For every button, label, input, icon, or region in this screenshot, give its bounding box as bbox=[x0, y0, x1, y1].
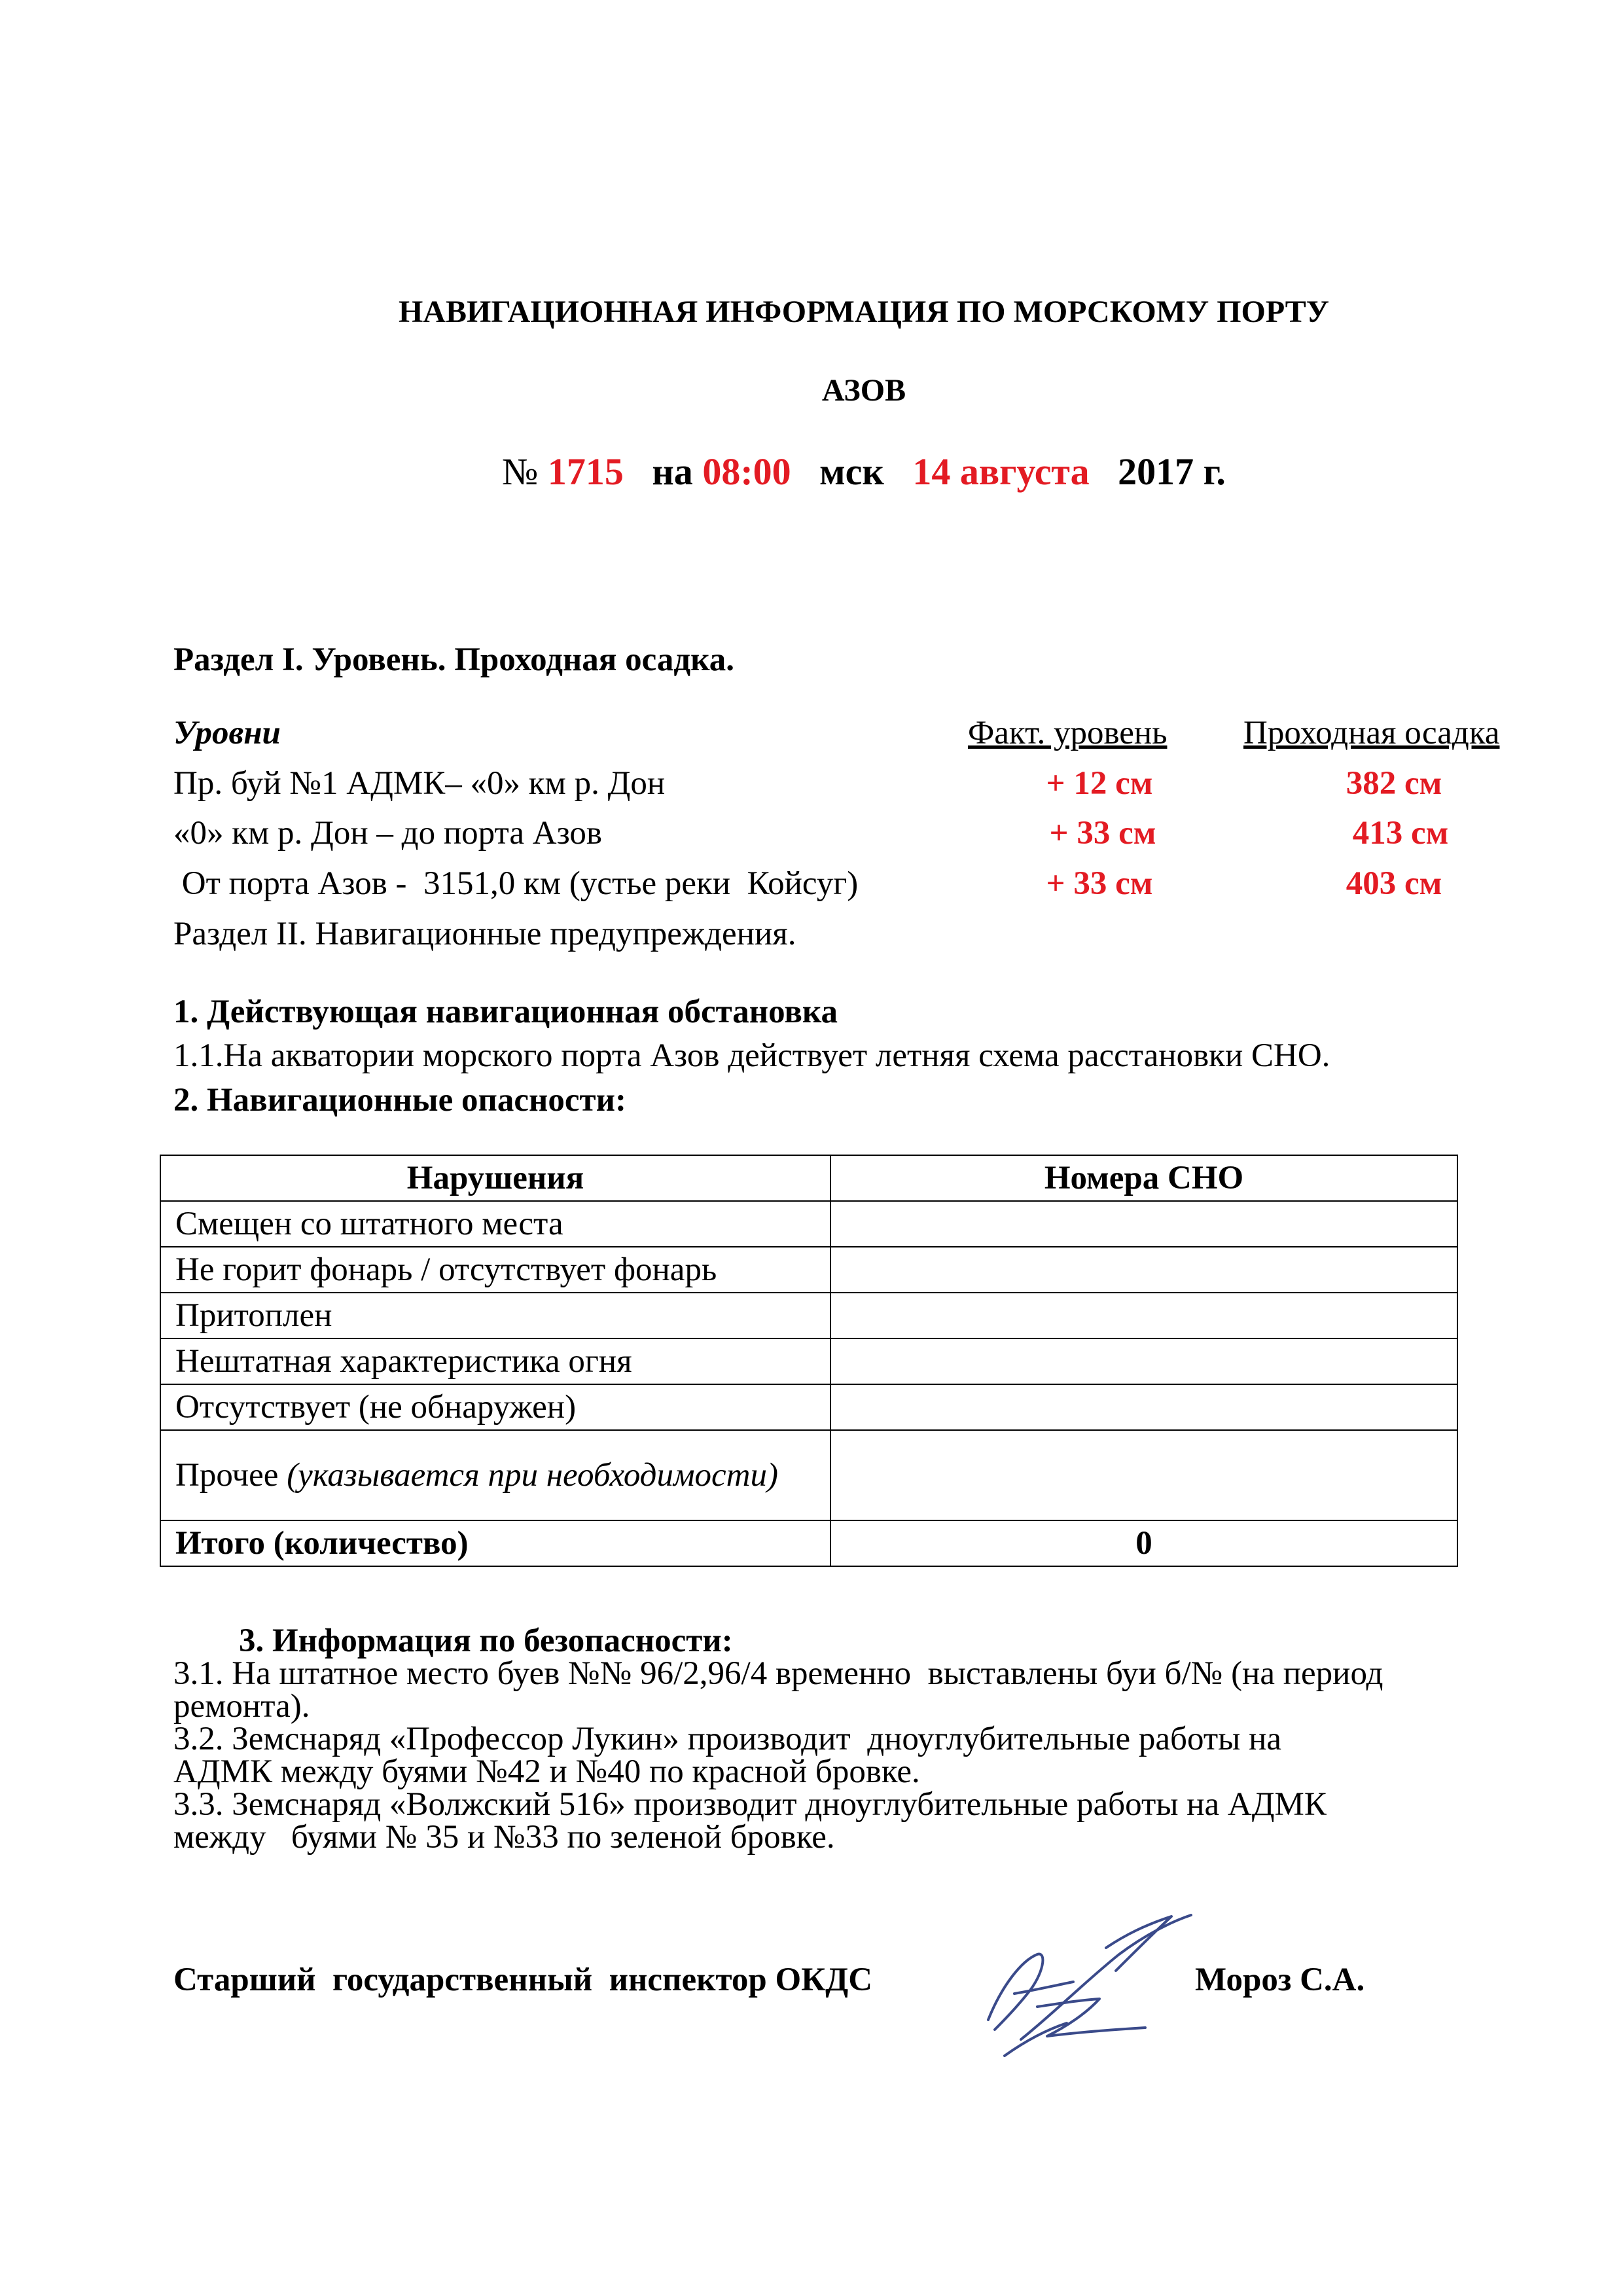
draft-header: Проходная осадка bbox=[1243, 715, 1500, 751]
violation-label: Отсутствует (не обнаружен) bbox=[160, 1384, 830, 1430]
sno-value bbox=[830, 1430, 1457, 1520]
violation-label: Не горит фонарь / отсутствует фонарь bbox=[160, 1247, 830, 1293]
other-violation-cell bbox=[160, 1430, 830, 1520]
levels-label: Уровни bbox=[173, 715, 281, 751]
bulletin-time: 08:00 bbox=[702, 450, 791, 493]
table-total-row bbox=[160, 1520, 1457, 1566]
safety-info-line: 3.2. Земснаряд «Профессор Лукин» производит дноуглубительные работы на bbox=[173, 1721, 1282, 1757]
dangers-heading: 2. Навигационные опасности: bbox=[173, 1082, 626, 1119]
level-row-draft: 382 см bbox=[1346, 765, 1442, 802]
level-row-label: Пр. буй №1 АДМК– «0» км р. Дон bbox=[173, 765, 666, 802]
bulletin-year: 2017 г. bbox=[1118, 450, 1226, 493]
violation-label: Притоплен bbox=[160, 1293, 830, 1338]
bulletin-number-line bbox=[0, 449, 1623, 495]
current-situation-heading: 1. Действующая навигационная обстановка bbox=[173, 994, 838, 1030]
section2-heading: Раздел II. Навигационные предупреждения. bbox=[173, 916, 796, 952]
sno-value bbox=[830, 1338, 1457, 1384]
timezone-label: мск bbox=[819, 450, 884, 493]
level-row-label: От порта Азов - 3151,0 км (устье реки Койсуг) bbox=[173, 865, 859, 902]
table-row bbox=[160, 1384, 1457, 1430]
table-row bbox=[160, 1293, 1457, 1338]
level-row-label: «0» км р. Дон – до порта Азов bbox=[173, 815, 603, 852]
level-row-fact: + 12 см bbox=[1046, 765, 1153, 802]
sno-numbers-header: Номера СНО bbox=[830, 1155, 1457, 1201]
sno-value bbox=[830, 1293, 1457, 1338]
table-row-other bbox=[160, 1430, 1457, 1520]
inspector-position: Старший государственный инспектор ОКДС bbox=[173, 1962, 873, 1998]
table-row bbox=[160, 1201, 1457, 1247]
current-situation-text: 1.1.На акватории морского порта Азов действует летняя схема расстановки СНО. bbox=[173, 1037, 1330, 1074]
sno-value bbox=[830, 1247, 1457, 1293]
table-row bbox=[160, 1247, 1457, 1293]
bulletin-date: 14 августа bbox=[912, 450, 1090, 493]
section1-heading: Раздел I. Уровень. Проходная осадка. bbox=[173, 641, 735, 678]
other-note: (указывается при необходимости) bbox=[287, 1457, 778, 1494]
at-label: на bbox=[652, 450, 693, 493]
bulletin-number: 1715 bbox=[547, 450, 624, 493]
sno-value bbox=[830, 1201, 1457, 1247]
safety-info-line: 3.3. Земснаряд «Волжский 516» производит дноуглубительные работы на АДМК bbox=[173, 1786, 1327, 1823]
violation-label: Нештатная характеристика огня bbox=[160, 1338, 830, 1384]
other-label: Прочее bbox=[175, 1457, 287, 1494]
safety-info-line: АДМК между буями №42 и №40 по красной бровке. bbox=[173, 1753, 920, 1790]
safety-info-line: ремонта). bbox=[173, 1688, 310, 1725]
violation-label: Смещен со штатного места bbox=[160, 1201, 830, 1247]
fact-level-header: Факт. уровень bbox=[968, 715, 1168, 751]
total-value: 0 bbox=[830, 1520, 1457, 1566]
number-prefix: № bbox=[502, 450, 539, 493]
table-header-row bbox=[160, 1155, 1457, 1201]
safety-info-heading: 3. Информация по безопасности: bbox=[239, 1623, 733, 1659]
violations-header: Нарушения bbox=[160, 1155, 830, 1201]
safety-info-line: между буями № 35 и №33 по зеленой бровке. bbox=[173, 1819, 835, 1856]
port-name: АЗОВ bbox=[821, 373, 906, 408]
level-row-draft: 403 см bbox=[1346, 865, 1442, 902]
document-title: НАВИГАЦИОННАЯ ИНФОРМАЦИЯ ПО МОРСКОМУ ПОРТУ bbox=[398, 295, 1330, 329]
dangers-table bbox=[160, 1155, 1458, 1567]
level-row-draft: 413 см bbox=[1352, 815, 1449, 852]
safety-info-line: 3.1. На штатное место буев №№ 96/2,96/4 временно выставлены буи б/№ (на период bbox=[173, 1655, 1383, 1692]
sno-value bbox=[830, 1384, 1457, 1430]
table-row bbox=[160, 1338, 1457, 1384]
total-label: Итого (количество) bbox=[160, 1520, 830, 1566]
inspector-name: Мороз С.А. bbox=[1195, 1962, 1365, 1998]
level-row-fact: + 33 см bbox=[1049, 815, 1156, 852]
level-row-fact: + 33 см bbox=[1046, 865, 1153, 902]
handwritten-signature bbox=[975, 1909, 1224, 2066]
